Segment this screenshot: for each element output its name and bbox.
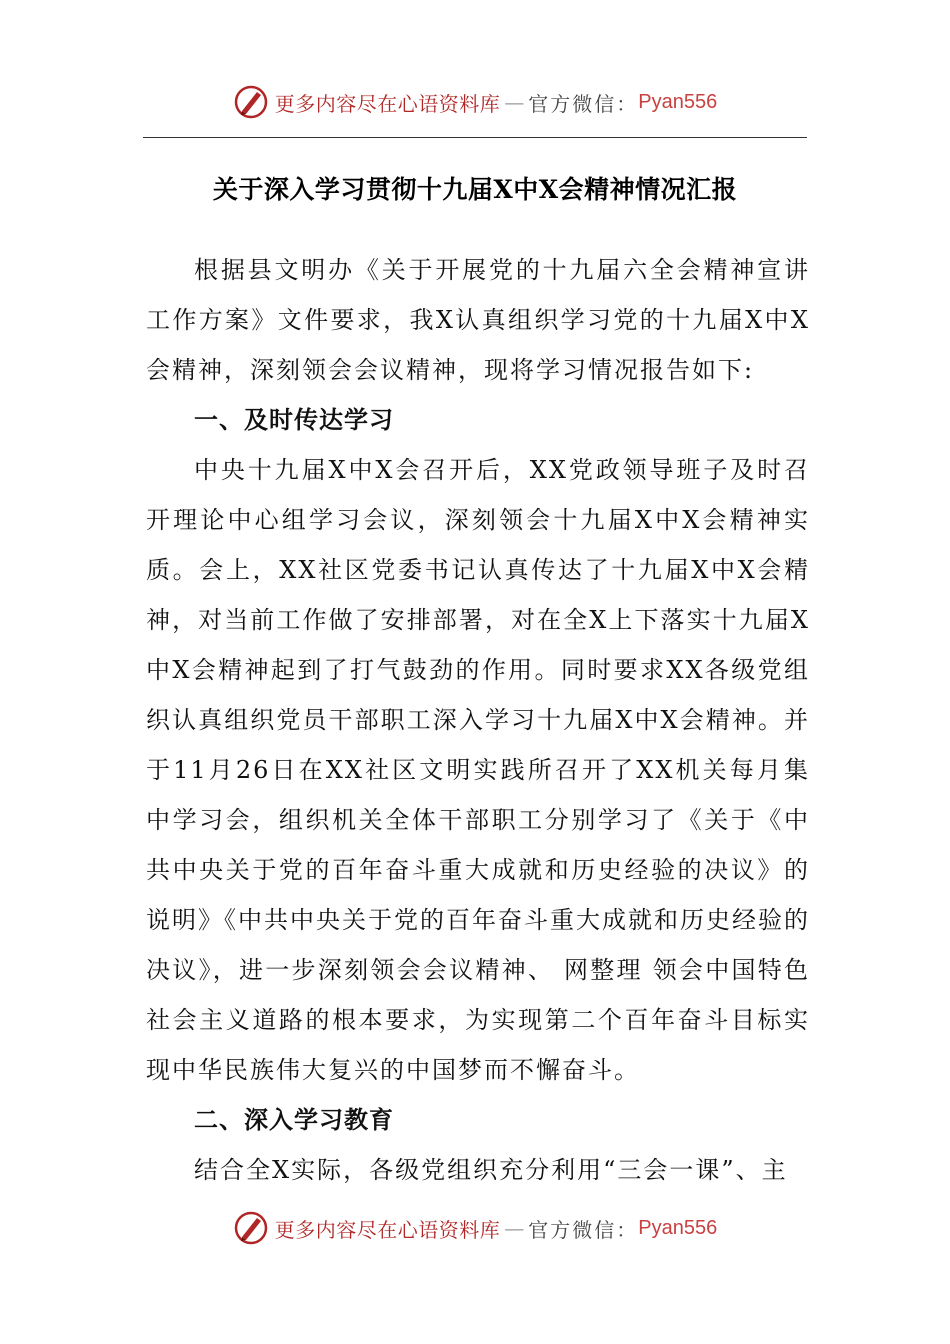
watermark-separator: —	[504, 90, 525, 114]
section-heading-2: 二、深入学习教育	[194, 1106, 394, 1134]
watermark-wechat-id: Pyan556	[638, 90, 718, 113]
pen-logo-icon	[233, 84, 269, 120]
watermark-label: 官方微信：	[528, 91, 639, 116]
document-title: 关于深入学习贯彻十九届X中X会精神情况汇报	[212, 175, 738, 204]
watermark-text: 更多内容尽在心语资料库	[274, 91, 501, 116]
intro-paragraph: 根据县文明办《关于开展党的十九届六全会精神宣讲工作方案》文件要求，我X认真组织学习党的十九届X中X会精神，深刻领会会议精神，现将学习情况报告如下:	[146, 256, 810, 384]
section-heading-1: 一、及时传达学习	[194, 406, 394, 434]
watermark-text: 更多内容尽在心语资料库	[274, 1217, 501, 1242]
watermark-label: 官方微信：	[528, 1217, 639, 1242]
document-body	[146, 245, 810, 1195]
pen-logo-icon	[233, 1210, 269, 1246]
section-2-paragraph: 结合全X实际，各级党组织充分利用“三会一课”、主	[194, 1156, 788, 1184]
watermark-wechat-id: Pyan556	[638, 1216, 718, 1239]
section-1-paragraph: 中央十九届X中X会召开后，XX党政领导班子及时召开理论中心组学习会议，深刻领会十九届X中X会精神实质。会上，XX社区党委书记认真传达了十九届X中X会精神，对当前工作做了安排部署，对在全X上下落实十九届X中X会精神起到了打气鼓劲的作用。同时要求XX各级党组织认真组织党员干部职工深入学习十九届X中X会精神。并于11月26日在XX社区文明实践所召开了XX机关每月集中学习会，组织机关全体干部职工分别学习了《关于《中共中央关于党的百年奋斗重大成就和历史经验的决议》的说明》《中共中央关于党的百年奋斗重大成就和历史经验的决议》，进一步深刻领会会议精神、 网整理 领会中国特色社会主义道路的根本要求，为实现第二个百年奋斗目标实现中华民族伟大复兴的中国梦而不懈奋斗。	[146, 456, 810, 1084]
watermark-header	[0, 80, 950, 124]
watermark-footer	[0, 1206, 950, 1250]
header-divider	[143, 137, 807, 138]
watermark-separator: —	[504, 1216, 525, 1240]
